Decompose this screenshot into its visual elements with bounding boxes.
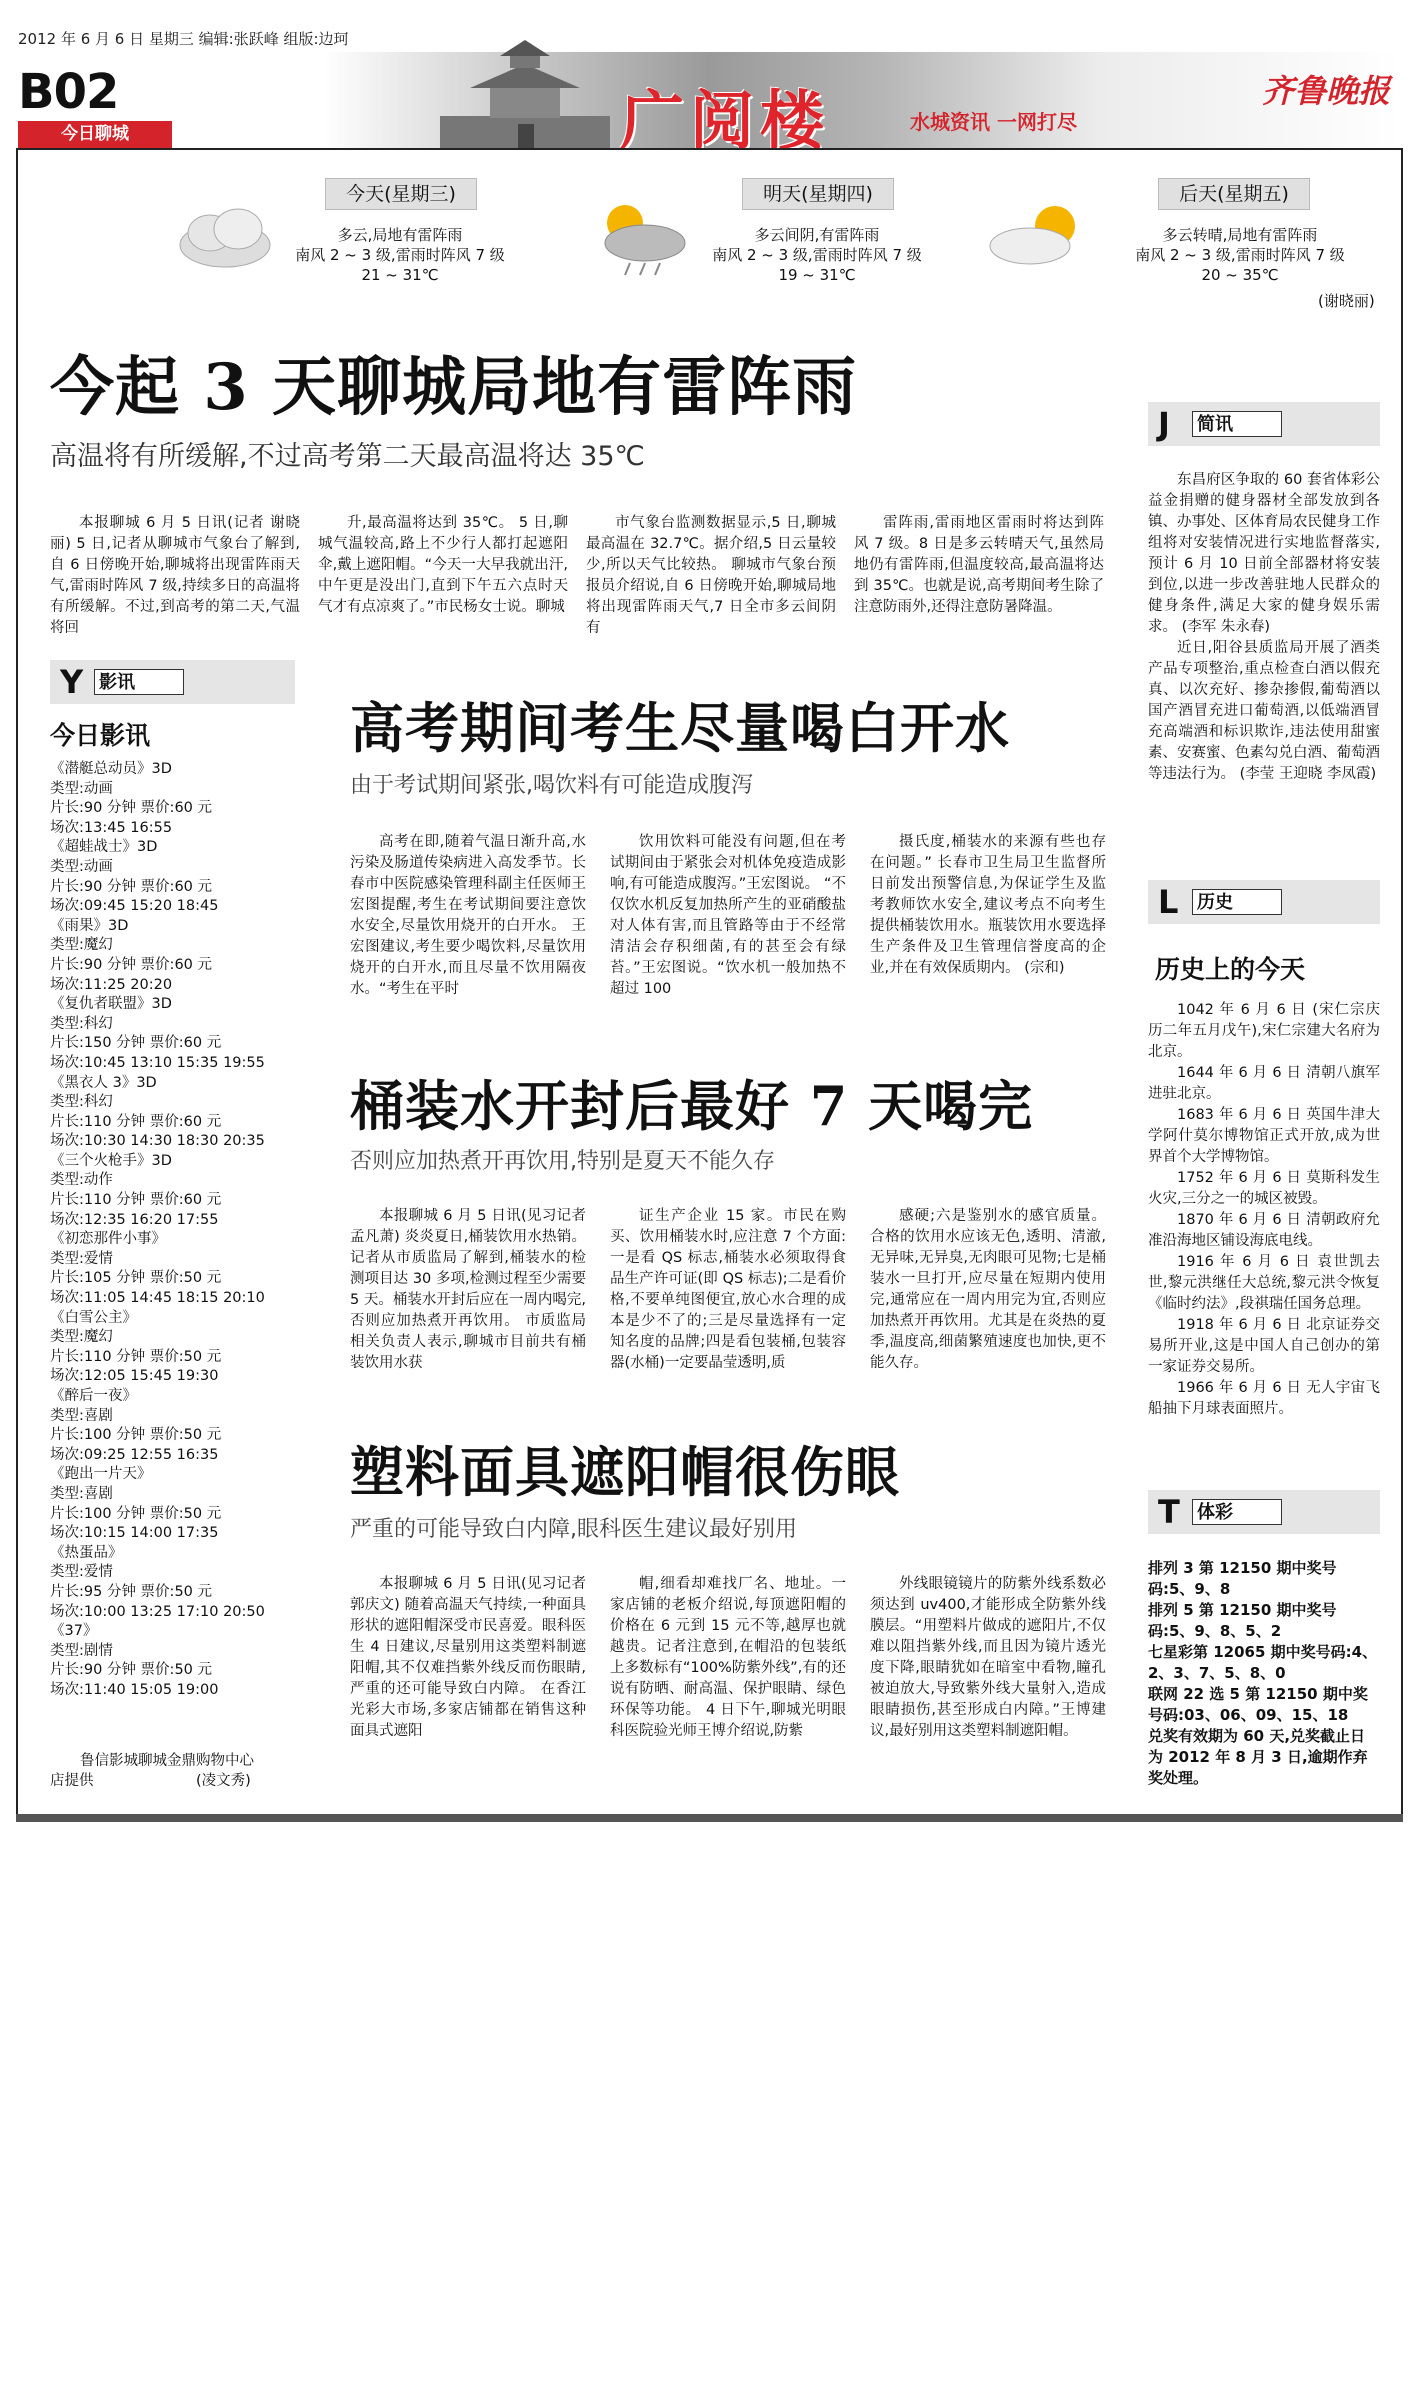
film-line: 《黑衣人 3》3D [50,1074,157,1091]
brief-tag [1148,402,1380,446]
tag-label: 历史 [1192,889,1282,915]
history-tag [1148,880,1380,924]
page-title: 广阅楼 [620,85,830,159]
film-line: 《初恋那件小事》 [50,1231,166,1248]
film-line: 类型:科幻 [50,1094,113,1111]
film-line: 片长:150 分钟 票价:60 元 [50,1035,222,1052]
film-line: 场次:11:25 20:20 [50,976,173,993]
article3-col-3: 感硬;六是鉴别水的感官质量。合格的饮用水应该无色,透明、清澈,无异味,无异臭,无肉眼可见物;七是桶装水一旦打开,应尽量在短期内使用完,通常应在一周内用完为宜,否则应加热煮开再饮用。尤其是在炎热的夏季,温度高,细菌繁殖速度也加快,更不能久存。 [870,1208,1106,1371]
film-list [50,760,300,1701]
film-line: 场次:11:05 14:45 18:15 20:10 [50,1290,265,1307]
tag-letter: L [1158,883,1179,921]
brief-body: 东昌府区争取的 60 套省体彩公益金捐赠的健身器材全部发放到各镇、办事处、区体育局农民健身工作组将对安装情况进行实地监督落实,预计 6 月 10 日前全部器材将安装到位,以进一步改善驻地人民群众的健身条件,满足大家的健身娱乐需求。 (李军 朱永春) 近日,阳谷县质监局开展了酒类产品专项整治,重点检查白酒以假充真、以次充好、掺杂掺假,葡萄酒以国产酒冒充进口葡萄酒,以低端酒冒充高端酒和标识欺诈,违法使用甜蜜素、安赛蜜、色素勾兑白酒、葡萄酒等违法行为。 (李莹 王迎晓 李凤霞) [1148,472,1380,782]
weather-day-label: 后天(星期五) [1158,178,1310,210]
weather-desc: 多云转晴,局地有雷阵雨 [1162,226,1318,244]
article2-col-3: 摄氏度,桶装水的来源有些也存在问题。” 长春市卫生局卫生监督所日前发出预警信息,为保证学生及监考教师饮水安全,建议考点不向考生提供桶装饮用水。瓶装饮用水要选择生产条件及卫生管理信誉度高的企业,并在有效保质期内。 (宗和) [870,834,1106,976]
film-line: 《复仇者联盟》3D [50,996,172,1013]
film-line: 片长:90 分钟 票价:60 元 [50,800,212,817]
lead-col-3: 市气象台监测数据显示,5 日,聊城最高温在 32.7℃。据介绍,5 日云量较少,所以天气比较热。 聊城市气象台预报员介绍说,自 6 日傍晚开始,聊城局地将出现雷阵雨天气,7 日全市多云间阴有 [586,515,836,636]
lottery-tag [1148,1490,1380,1534]
film-line: 类型:科幻 [50,1015,113,1032]
weather-temp: 20 ~ 35℃ [1201,266,1279,284]
film-heading: 今日影讯 [50,721,151,750]
slogan: 水城资讯 一网打尽 [910,110,1077,134]
tag-label: 体彩 [1192,1499,1282,1525]
article2-col-1: 高考在即,随着气温日渐升高,水污染及肠道传染病进入高发季节。长春市中医院感染管理科副主任医师王宏图提醒,考生在考试期间要注意饮水安全,尽量饮用烧开的白开水。 王宏图建议,考生要少喝饮料,尽量饮用烧开的白开水,而且尽量不饮用隔夜水。“考生在平时 [350,834,586,997]
film-line: 类型:爱情 [50,1250,113,1267]
article3-col-1: 本报聊城 6 月 5 日讯(见习记者 孟凡萧) 炎炎夏日,桶装饮用水热销。记者从市质监局了解到,桶装水的检测项目达 30 多项,检测过程至少需要 5 天。桶装水开封后应在一周内喝完,否则应加热煮开再饮用。 市质监局相关负责人表示,聊城市目前共有桶装饮用水获 [350,1208,586,1371]
film-line: 类型:魔幻 [50,1329,113,1346]
film-line: 《潜艇总动员》3D [50,761,172,777]
lottery-line: 排列 3 第 12150 期中奖号码:5、9、8 [1148,1559,1337,1598]
article4-col-2: 帽,细看却难找厂名、地址。一家店铺的老板介绍说,每顶遮阳帽的价格在 6 元到 15 元不等,越厚也就越贵。记者注意到,在帽沿的包装纸上多数标有“100%防紫外线”,有的还说有防晒、耐高温、保护眼睛、绿色环保等功能。 4 日下午,聊城光明眼科医院验光师王博介绍说,防紫 [610,1576,846,1739]
sun-rain-cloud-icon [585,195,695,280]
tag-letter: T [1158,1493,1180,1531]
film-line: 场次:10:00 13:25 17:10 20:50 [50,1603,265,1620]
film-line: 场次:10:15 14:00 17:35 [50,1525,219,1542]
section-label: 今日聊城 [18,121,172,148]
lead-col-1: 本报聊城 6 月 5 日讯(记者 谢晓丽) 5 日,记者从聊城市气象台了解到,自 6 日傍晚开始,聊城将出现雷阵雨天气,雷雨时阵风 7 级,持续多日的高温将有所缓解。不过,到高考的第二天,气温将回 [50,515,300,636]
weather-temp: 21 ~ 31℃ [361,266,439,284]
weather-desc: 多云,局地有雷阵雨 [337,226,463,244]
film-line: 片长:90 分钟 票价:50 元 [50,1662,212,1679]
article3-headline: 桶装水开封后最好 7 天喝完 [350,1074,1034,1138]
film-line: 场次:12:05 15:45 19:30 [50,1368,219,1385]
tower-icon [430,36,620,148]
lottery-body [1148,1558,1380,1789]
film-line: 场次:12:35 16:20 17:55 [50,1211,219,1228]
film-tag [50,660,295,704]
article3-subtitle: 否则应加热煮开再饮用,特别是夏天不能久存 [350,1149,775,1174]
film-line: 类型:动作 [50,1172,113,1189]
film-line: 类型:剧情 [50,1642,113,1659]
weather-temp: 19 ~ 31℃ [778,266,856,284]
film-author: (凌文秀) [196,1773,251,1789]
newspaper-logo: 齐鲁晚报 [1262,72,1391,110]
weather-wind: 南风 2 ~ 3 级,雷雨时阵风 7 级 [1135,246,1345,264]
history-heading: 历史上的今天 [1155,955,1306,984]
lead-subtitle: 高温将有所缓解,不过高考第二天最高温将达 35℃ [50,441,645,472]
film-line: 片长:90 分钟 票价:60 元 [50,956,212,973]
film-line: 类型:动画 [50,780,113,797]
lottery-line: 联网 22 选 5 第 12150 期中奖号码:03、06、09、15、18 [1148,1685,1368,1724]
film-line: 场次:10:45 13:10 15:35 19:55 [50,1054,265,1071]
film-line: 场次:09:45 15:20 18:45 [50,898,219,915]
article4-col-1: 本报聊城 6 月 5 日讯(见习记者 郭庆文) 随着高温天气持续,一种面具形状的遮阳帽深受市民喜爱。眼科医生 4 日建议,尽量别用这类塑料制遮阳帽,其不仅难挡紫外线反而伤眼睛,严重的还可能导致白内障。 在香江光彩大市场,多家店铺都在销售这种面具式遮阳 [350,1576,586,1739]
film-line: 类型:魔幻 [50,937,113,954]
film-line: 类型:动画 [50,858,113,875]
weather-credit: (谢晓丽) [1318,292,1375,310]
article2-col-2: 饮用饮料可能没有问题,但在考试期间由于紧张会对机体免疫造成影响,有可能造成腹泻。”王宏图说。 “不仅饮水机反复加热所产生的亚硝酸盐对人体有害,而且管路等由于不经常清洁会存积细菌,有的甚至会有绿苔。”王宏图说。“饮水机一般加热不超过 100 [610,834,846,997]
film-line: 《热蛋品》 [50,1544,123,1561]
article3-col-2: 证生产企业 15 家。市民在购买、饮用桶装水时,应注意 7 个方面:一是看 QS 标志,桶装水必须取得食品生产许可证(即 QS 标志);二是看价格,不要单纯图便宜,放心水合理的成本是少不了的;三是尽量选择有一定知名度的品牌;四是看包装桶,包装容器(水桶)一定要晶莹透明,质 [610,1208,846,1371]
film-line: 场次:09:25 12:55 16:35 [50,1446,219,1463]
film-line: 片长:95 分钟 票价:50 元 [50,1583,212,1600]
lottery-line: 排列 5 第 12150 期中奖号码:5、9、8、5、2 [1148,1601,1337,1640]
film-line: 片长:110 分钟 票价:60 元 [50,1113,222,1130]
film-line: 类型:爱情 [50,1564,113,1581]
film-line: 《醉后一夜》 [50,1388,137,1404]
tag-letter: J [1158,405,1170,443]
film-line: 类型:喜剧 [50,1485,113,1502]
tag-letter: Y [60,663,84,701]
film-line: 《三个火枪手》3D [50,1152,172,1169]
tag-label: 影讯 [94,669,184,695]
film-line: 片长:110 分钟 票价:50 元 [50,1348,222,1365]
weather-wind: 南风 2 ~ 3 级,雷雨时阵风 7 级 [712,246,922,264]
film-line: 《37》 [50,1623,98,1640]
film-line: 场次:10:30 14:30 18:30 20:35 [50,1133,265,1150]
weather-desc: 多云间阴,有雷阵雨 [754,226,880,244]
cloud-icon [170,195,280,275]
dateline: 2012 年 6 月 6 日 星期三 编辑:张跃峰 组版:边珂 [18,30,349,48]
film-line: 片长:90 分钟 票价:60 元 [50,878,212,895]
lottery-line: 兑奖有效期为 60 天,兑奖截止日为 2012 年 8 月 3 日,逾期作弃奖处理。 [1148,1727,1368,1787]
article2-headline: 高考期间考生尽量喝白开水 [350,696,1010,760]
film-line: 《超蛙战士》3D [50,839,158,856]
film-line: 片长:110 分钟 票价:60 元 [50,1192,222,1209]
footer-bar [16,1814,1403,1822]
film-line: 片长:105 分钟 票价:50 元 [50,1270,222,1287]
film-line: 片长:100 分钟 票价:50 元 [50,1427,222,1444]
sun-cloud-icon [985,198,1095,273]
film-line: 类型:喜剧 [50,1407,113,1424]
article4-subtitle: 严重的可能导致白内障,眼科医生建议最好别用 [350,1517,797,1542]
lead-col-2: 升,最高温将达到 35℃。 5 日,聊城气温较高,路上不少行人都打起遮阳伞,戴上遮阳帽。“今天一大早我就出汗,中午更是没出门,直到下午五六点时天气才有点凉爽了。”市民杨女士说。聊城 [318,515,568,615]
article4-headline: 塑料面具遮阳帽很伤眼 [350,1440,900,1504]
film-line: 场次:13:45 16:55 [50,819,173,836]
lead-col-4: 雷阵雨,雷雨地区雷雨时将达到阵风 7 级。8 日是多云转晴天气,虽然局地仍有雷阵雨,但温度较高,最高温将达到 35℃。也就是说,高考期间考生除了注意防雨外,还得注意防暑降温。 [854,515,1104,615]
film-provider-2: 店提供 [50,1773,94,1789]
article4-col-3: 外线眼镜镜片的防紫外线系数必须达到 uv400,才能形成全防紫外线膜层。“用塑料片做成的遮阳片,不仅难以阻挡紫外线,而且因为镜片透光度下降,眼睛犹如在暗室中看物,瞳孔被迫放大,导致紫外线大量射入,造成眼睛损伤,甚至形成白内障。”王博建议,最好别用这类塑料制遮阳帽。 [870,1576,1106,1739]
film-line: 片长:100 分钟 票价:50 元 [50,1505,222,1522]
page-number: B02 [18,64,119,120]
article2-subtitle: 由于考试期间紧张,喝饮料有可能造成腹泻 [350,773,753,798]
weather-wind: 南风 2 ~ 3 级,雷雨时阵风 7 级 [295,246,505,264]
weather-day-label: 今天(星期三) [325,178,477,210]
film-line: 《白雪公主》 [50,1309,137,1326]
film-line: 场次:11:40 15:05 19:00 [50,1681,219,1698]
weather-day-label: 明天(星期四) [742,178,894,210]
history-body: 1042 年 6 月 6 日 (宋仁宗庆历二年五月戊午),宋仁宗建大名府为北京。 1644 年 6 月 6 日 清朝八旗军进驻北京。 1683 年 6 月 6 日 英国牛津大学阿什莫尔博物馆正式开放,成为世界首个大学博物馆。 1752 年 6 月 6 日 莫斯科发生火灾,三分之一的城区被毁。 1870 年 6 月 6 日 清朝政府允准沿海地区铺设海底电线。 1916 年 6 月 6 日 袁世凯去世,黎元洪继任大总统,黎元洪令恢复《临时约法》,段祺瑞任国务总理。 1918 年 6 月 6 日 北京证券交易所开业,这是中国人自己创办的第一家证券交易所。 1966 年 6 月 6 日 无人宇宙飞船抽下月球表面照片。 [1148,1002,1380,1417]
lottery-line: 七星彩第 12065 期中奖号码:4、2、3、7、5、8、0 [1148,1643,1378,1682]
tag-label: 简讯 [1192,411,1282,437]
film-line: 《雨果》3D [50,917,129,934]
film-provider: 鲁信影城聊城金鼎购物中心 [80,1753,254,1769]
film-line: 《跑出一片天》 [50,1466,152,1483]
lead-headline: 今起 3 天聊城局地有雷阵雨 [50,350,858,425]
